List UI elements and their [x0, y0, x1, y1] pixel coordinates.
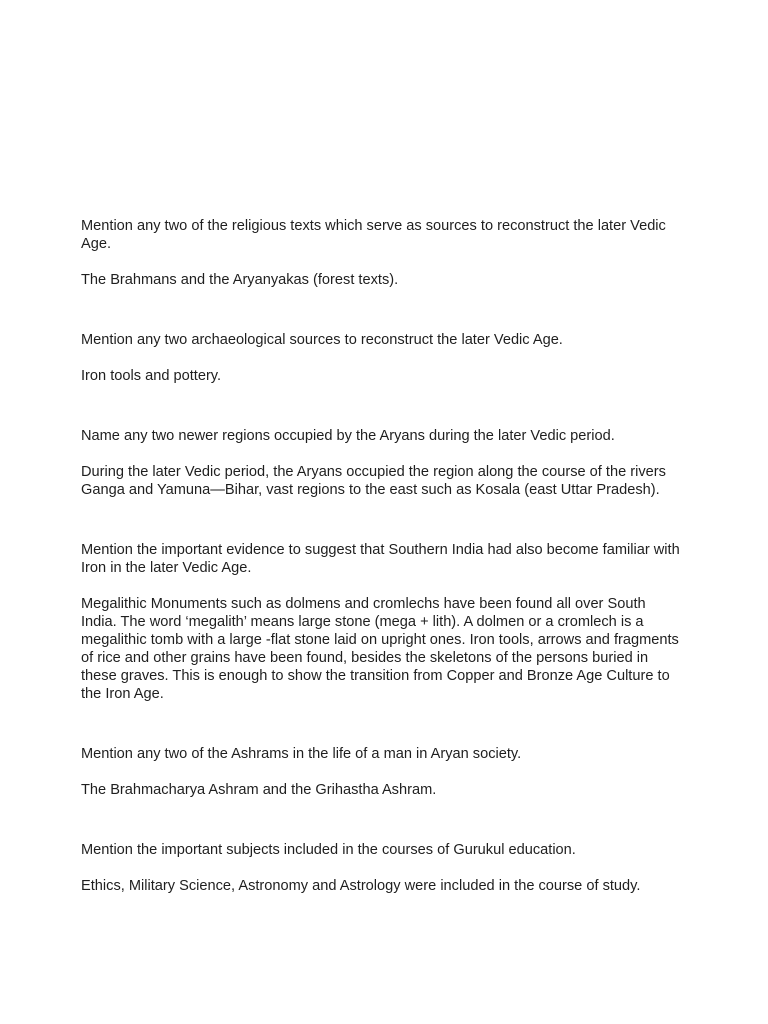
- question-text: Mention any two archaeological sources to reconstruct the later Vedic Age.: [81, 332, 563, 348]
- question-text: Mention the important evidence to suggest that Southern India had also become familiar with Iron in the later Vedic Age.: [81, 542, 680, 576]
- answer-text: Ethics, Military Science, Astronomy and Astrology were included in the course of study.: [81, 878, 641, 894]
- answer-text: Iron tools and pottery.: [81, 368, 222, 384]
- document-body: [81, 217, 681, 937]
- answer-text: Megalithic Monuments such as dolmens and cromlechs have been found all over South India. The word ‘megalith’ means large stone (mega + lith). A dolmen or a cromlech is a megalithic tomb with a large -flat stone laid on upright ones. Iron tools, arrows and fragments of rice and other grains have been found, besides the skeletons of the persons buried in these graves. This is enough to show the transition from Copper and Bronze Age Culture to the Iron Age.: [81, 596, 679, 702]
- qa-item: [81, 427, 681, 499]
- question-text: Mention the important subjects included in the courses of Gurukul education.: [81, 842, 576, 858]
- qa-item: [81, 217, 681, 289]
- qa-item: [81, 331, 681, 385]
- qa-item: [81, 745, 681, 799]
- question-text: Name any two newer regions occupied by the Aryans during the later Vedic period.: [81, 428, 615, 444]
- question-text: Mention any two of the Ashrams in the life of a man in Aryan society.: [81, 746, 522, 762]
- answer-text: The Brahmacharya Ashram and the Grihastha Ashram.: [81, 782, 437, 798]
- qa-item: [81, 541, 681, 703]
- answer-text: The Brahmans and the Aryanyakas (forest texts).: [81, 272, 399, 288]
- qa-item: [81, 841, 681, 895]
- question-text: Mention any two of the religious texts which serve as sources to reconstruct the later Vedic Age.: [81, 218, 666, 252]
- answer-text: During the later Vedic period, the Aryans occupied the region along the course of the rivers Ganga and Yamuna—Bihar, vast regions to the east such as Kosala (east Uttar Pradesh).: [81, 464, 666, 498]
